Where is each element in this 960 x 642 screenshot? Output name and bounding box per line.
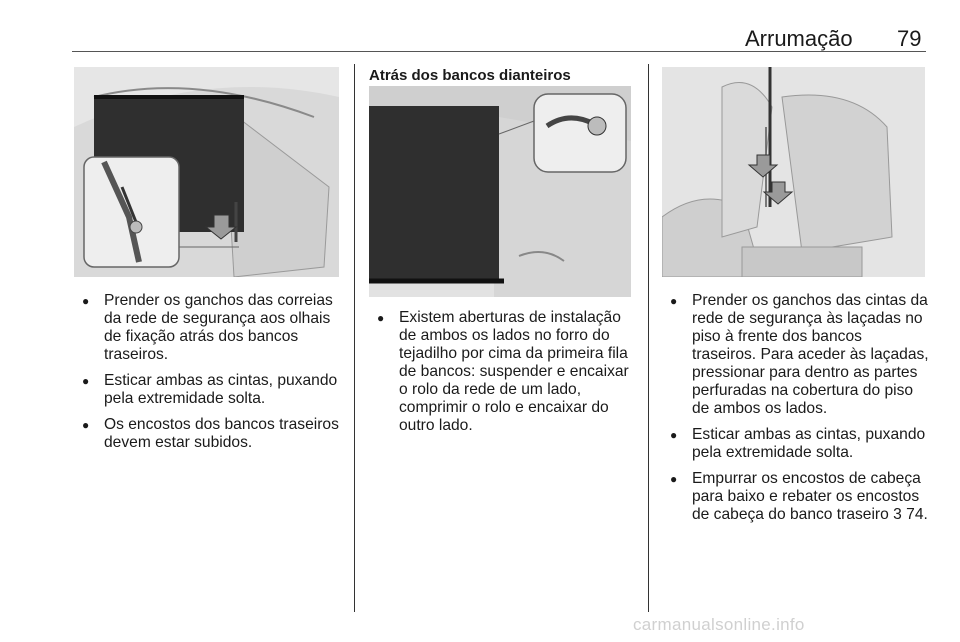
column-divider-right xyxy=(648,64,649,612)
list-item xyxy=(662,470,930,524)
list-item: ● Existem aberturas de instalação de ambos os lados no forro do tejadilho por cima da primeira fila de bancos: suspender e encaixar o rolo da rede de um lado, comprimir o rolo e encaixar do outro lado. xyxy=(369,309,637,435)
list-item-text: Empurrar os encostos de cabeça para baixo e rebater os encostos de cabeça do banco traseiro xyxy=(692,470,921,523)
col2-bullet-list xyxy=(369,309,637,443)
rear-seat-illustration xyxy=(662,67,925,277)
cargo-net-illustration xyxy=(74,67,339,277)
roller-blind-illustration xyxy=(369,86,631,297)
page-reference[interactable] xyxy=(893,506,928,523)
column-divider-left xyxy=(354,64,355,612)
figure-roller-front xyxy=(369,86,631,297)
list-item: ● Os encostos dos bancos traseiros devem estar subidos. xyxy=(74,416,344,452)
figure-rear-seat-straps xyxy=(662,67,925,277)
page-number: 79 xyxy=(897,26,922,51)
page-ref-icon: 3 xyxy=(893,506,902,523)
list-item: ● Prender os ganchos das correias da rede de segurança aos olhais de fixação atrás dos bancos traseiros. xyxy=(74,292,344,364)
col1-bullet-list xyxy=(74,292,344,460)
subsection-heading: Atrás dos bancos dianteiros xyxy=(369,67,571,84)
list-item: ● Prender os ganchos das cintas da rede de segurança às laçadas no piso à frente dos bancos traseiros. Para aceder às laçadas, pressionar para dentro as partes perfuradas na cobertura do piso de ambos os lados. xyxy=(662,292,930,418)
col3-bullet-list xyxy=(662,292,930,532)
section-title: Arrumação xyxy=(745,26,853,51)
figure-cargo-net-rear xyxy=(74,67,339,277)
list-item: ● Esticar ambas as cintas, puxando pela extremidade solta. xyxy=(74,372,344,408)
page-ref-number: 74. xyxy=(906,506,928,523)
watermark: carmanualsonline.info xyxy=(633,615,805,634)
header-divider xyxy=(72,51,926,52)
list-item: ● Esticar ambas as cintas, puxando pela extremidade solta. xyxy=(662,426,930,462)
